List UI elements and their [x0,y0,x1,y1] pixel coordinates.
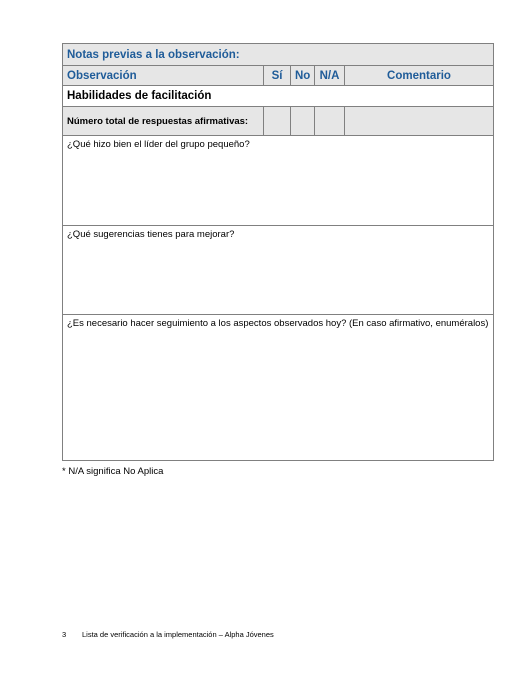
question-row [63,226,494,315]
footnote: * N/A significa No Aplica [62,466,164,477]
observation-checklist-table [62,43,494,461]
section-title: Habilidades de facilitación [63,86,494,107]
page-number: 3 [62,630,67,639]
total-yes-cell[interactable] [264,107,291,136]
na-column-header: N/A [315,66,345,86]
comment-column-header: Comentario [345,66,494,86]
question-cell[interactable] [63,315,494,461]
total-comment-cell[interactable] [345,107,494,136]
total-row [63,107,494,136]
page-footer [62,630,274,639]
section-row [63,86,494,107]
question-row [63,315,494,461]
question-label: ¿Qué hizo bien el líder del grupo pequeño? [67,139,250,150]
column-header-row [63,66,494,86]
observation-column-header: Observación [63,66,264,86]
total-label: Número total de respuestas afirmativas: [63,107,264,136]
question-cell[interactable] [63,136,494,226]
question-label: ¿Qué sugerencias tienes para mejorar? [67,229,235,240]
question-cell[interactable] [63,226,494,315]
yes-column-header: Sí [264,66,291,86]
notes-title: Notas previas a la observación: [63,44,494,66]
no-column-header: No [291,66,315,86]
total-na-cell[interactable] [315,107,345,136]
footer-text: Lista de verificación a la implementación – Alpha Jóvenes [82,630,274,639]
question-row [63,136,494,226]
notes-row [63,44,494,66]
question-label: ¿Es necesario hacer seguimiento a los aspectos observados hoy? (En caso afirmativo, enuméralos) [67,318,489,329]
total-no-cell[interactable] [291,107,315,136]
